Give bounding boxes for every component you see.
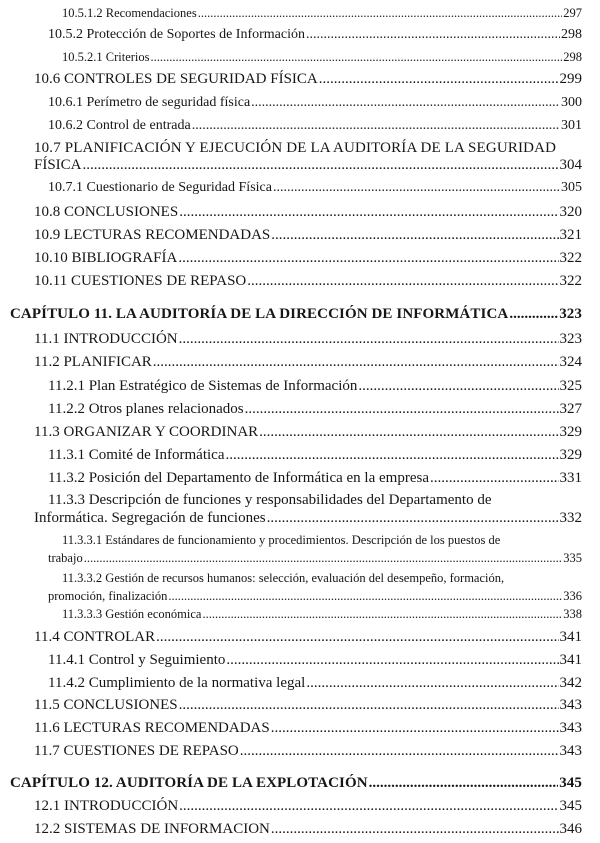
toc-entry: [48, 378, 582, 395]
toc-chapter-entry: [10, 775, 582, 792]
toc-entry-title: 10.10 BIBLIOGRAFÍA: [34, 250, 178, 266]
toc-chapter-page: 345: [559, 775, 582, 791]
toc-entry-page: 325: [559, 378, 582, 394]
toc-entry: [48, 95, 582, 111]
toc-entry: [62, 50, 582, 65]
toc-entry: [62, 6, 582, 21]
toc-entry-title: 10.6.2 Control de entrada: [48, 118, 191, 133]
toc-entry-title: 11.3.1 Comité de Informática: [48, 447, 225, 463]
toc-entry-title: trabajo: [48, 551, 83, 565]
toc-entry-title: 11.6 LECTURAS RECOMENDADAS: [34, 720, 270, 736]
toc-entry-page: 305: [561, 180, 582, 195]
toc-entry-page: 327: [559, 401, 582, 417]
toc-entry: [34, 204, 582, 221]
toc-entry-page: 304: [559, 157, 582, 173]
toc-entry-title: 10.6.1 Perímetro de seguridad física: [48, 95, 251, 110]
toc-entry-title: 11.3.3.3 Gestión económica: [62, 607, 202, 621]
toc-entry-page: 341: [559, 629, 582, 645]
toc-entry-page: 301: [561, 118, 582, 133]
toc-entry-title: 11.2 PLANIFICAR: [34, 354, 152, 370]
toc-entry-title: 12.1 INTRODUCCIÓN: [34, 798, 179, 814]
toc-entry: [34, 250, 582, 267]
toc-entry-title: 11.2.2 Otros planes relacionados: [48, 401, 244, 417]
toc-entry-title: 10.9 LECTURAS RECOMENDADAS: [34, 227, 271, 243]
toc-entry-title: promoción, finalización: [48, 589, 168, 603]
toc-entry: [34, 71, 582, 88]
toc-entry-title: 10.8 CONCLUSIONES: [34, 204, 179, 220]
toc-entry: [48, 589, 582, 604]
toc-entry: [34, 798, 582, 815]
toc-chapter-page: 323: [559, 306, 582, 322]
toc-chapter-title: CAPÍTULO 11. LA AUDITORÍA DE LA DIRECCIÓN DE INFORMÁTICA: [10, 306, 509, 322]
toc-entry-page: 331: [559, 470, 582, 486]
toc-entry-title: 11.2.1 Plan Estratégico de Sistemas de Información: [48, 378, 358, 394]
toc-entry: [48, 27, 582, 43]
toc-entry: [34, 157, 582, 174]
toc-entry-title: FÍSICA: [34, 157, 82, 173]
toc-entry-page: 324: [559, 354, 582, 370]
toc-entry-title: 12.2 SISTEMAS DE INFORMACION: [34, 821, 270, 837]
toc-entry-title: 10.11 CUESTIONES DE REPASO: [34, 273, 247, 289]
toc-entry-title: 11.3.2 Posición del Departamento de Informática en la empresa: [48, 470, 429, 486]
toc-entry-title: 10.5.2 Protección de Soportes de Información: [48, 27, 305, 42]
toc-entry: [34, 821, 582, 838]
toc-entry-page: 343: [559, 743, 582, 759]
toc-entry-page: 342: [559, 675, 582, 691]
toc-entry: [48, 118, 582, 134]
toc-entry: [48, 551, 582, 566]
toc-entry: [34, 629, 582, 646]
toc-entry-title: 10.5.1.2 Recomendaciones: [62, 6, 197, 20]
toc-entry-page: 300: [561, 95, 582, 110]
toc-entry: [34, 720, 582, 737]
toc-entry: [34, 331, 582, 348]
toc-entry-title: 11.1 INTRODUCCIÓN: [34, 331, 178, 347]
toc-entry-page: 320: [559, 204, 582, 220]
toc-entry-page: 338: [563, 607, 582, 621]
toc-entry-page: 343: [559, 720, 582, 736]
toc-entry-line1: 11.3.3.1 Estándares de funcionamiento y procedimientos. Descripción de los puestos de: [62, 533, 501, 547]
toc-entry-page: 298: [561, 27, 582, 42]
toc-entry-line1: 11.3.3.2 Gestión de recursos humanos: selección, evaluación del desempeño, formación,: [62, 571, 505, 585]
toc-entry: [48, 652, 582, 669]
toc-entry: [48, 675, 582, 692]
toc-entry-page: 322: [559, 250, 582, 266]
toc-entry-page: 335: [563, 551, 582, 565]
toc-entry-title: 11.5 CONCLUSIONES: [34, 697, 178, 713]
toc-entry-line1: 10.7 PLANIFICACIÓN Y EJECUCIÓN DE LA AUDITORÍA DE LA SEGURIDAD: [34, 140, 557, 156]
toc-entry-title: 11.4 CONTROLAR: [34, 629, 156, 645]
toc-entry-page: 341: [559, 652, 582, 668]
toc-entry-page: 299: [559, 71, 582, 87]
toc-entry-page: 323: [559, 331, 582, 347]
toc-entry-title: 11.7 CUESTIONES DE REPASO: [34, 743, 239, 759]
toc-entry: [34, 697, 582, 714]
toc-entry: [34, 227, 582, 244]
toc-entry: [62, 607, 582, 622]
toc-entry-title: 10.5.2.1 Criterios: [62, 50, 150, 64]
toc-entry: [34, 354, 582, 371]
toc-entry-title: 10.6 CONTROLES DE SEGURIDAD FÍSICA: [34, 71, 318, 87]
toc-chapter-entry: [10, 306, 582, 323]
toc-entry: [34, 273, 582, 290]
toc-entry-page: 346: [559, 821, 582, 837]
toc-entry-page: 336: [563, 589, 582, 603]
toc-entry: [48, 180, 582, 196]
toc-entry-page: 343: [559, 697, 582, 713]
toc-entry-page: 321: [559, 227, 582, 243]
toc-entry-page: 329: [559, 424, 582, 440]
toc-entry-title: Informática. Segregación de funciones: [34, 510, 266, 526]
toc-entry: [34, 510, 582, 527]
toc-entry-page: 332: [559, 510, 582, 526]
toc-entry-page: 329: [559, 447, 582, 463]
toc-entry-line1: 11.3.3 Descripción de funciones y responsabilidades del Departamento de: [48, 492, 492, 508]
toc-entry: [34, 424, 582, 441]
toc-entry: [48, 447, 582, 464]
toc-entry-page: 345: [559, 798, 582, 814]
toc-entry-title: 11.3 ORGANIZAR Y COORDINAR: [34, 424, 259, 440]
toc-entry-page: 322: [559, 273, 582, 289]
toc-chapter-title: CAPÍTULO 12. AUDITORÍA DE LA EXPLOTACIÓN: [10, 775, 368, 791]
toc-entry-title: 11.4.1 Control y Seguimiento: [48, 652, 226, 668]
toc-entry-page: 297: [563, 6, 582, 20]
toc-entry-page: 298: [563, 50, 582, 64]
toc-entry-title: 10.7.1 Cuestionario de Seguridad Física: [48, 180, 272, 195]
toc-entry: [48, 401, 582, 418]
toc-entry: [48, 470, 582, 487]
toc-entry-title: 11.4.2 Cumplimiento de la normativa legal: [48, 675, 306, 691]
toc-entry: [34, 743, 582, 760]
